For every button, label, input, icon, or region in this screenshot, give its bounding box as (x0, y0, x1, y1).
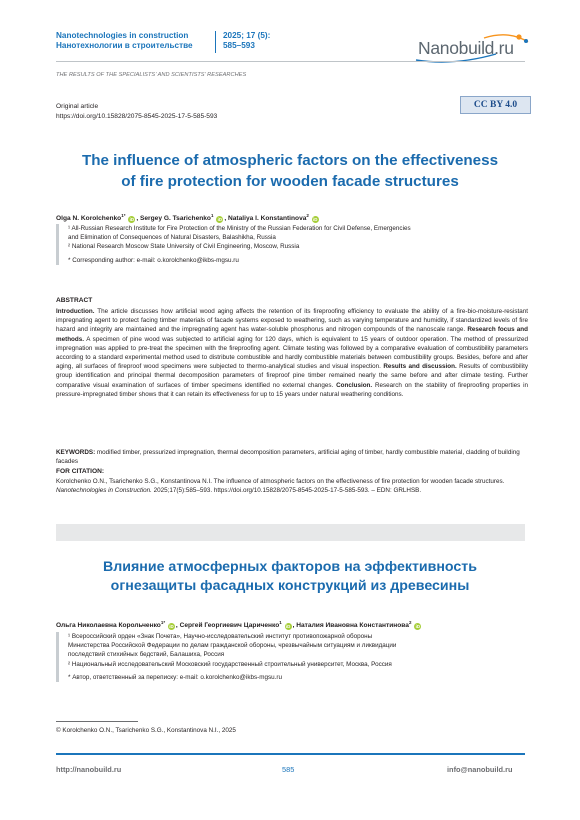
corresponding-author: * Автор, ответственный за переписку: e-mail: o.korolchenko@ikbs-mgsu.ru (68, 673, 282, 681)
affiliations (56, 224, 526, 265)
citation-journal: Nanotechnologies in Construction. (56, 487, 152, 495)
copyright: © Korolchenko O.N., Tsarichenko S.G., Konstantinova N.I., 2025 (56, 727, 236, 734)
citation-part: 2025;17(5):585–593. https://doi.org/10.15828/2075-8545-2025-17-5-585-593. – EDN: GRLHSB. (151, 487, 422, 495)
orcid-icon[interactable]: iD (217, 217, 223, 223)
affiliation: ² National Research Moscow State University of Civil Engineering, Moscow, Russia (68, 243, 300, 251)
author-name: , Наталия Ивановна Константинова (292, 622, 409, 630)
author-name: Ольга Николаевна Корольченко (56, 622, 161, 630)
affiliation: последствий стихийных бедствий, Балашиха, Россия (68, 651, 225, 659)
orcid-icon[interactable]: iD (169, 624, 174, 630)
abstract-label: Research focus and methods. (56, 326, 529, 343)
header-divider (56, 61, 525, 62)
title-line: of fire protection for wooden facade structures (121, 173, 459, 190)
author-list (56, 211, 320, 223)
abstract-heading: ABSTRACT (56, 297, 93, 304)
orcid-icon[interactable]: iD (285, 624, 291, 630)
author-sup: 2 (306, 213, 309, 218)
article-title (46, 150, 534, 192)
author-name: , Sergey G. Tsarichenko (136, 215, 211, 223)
keywords-text: modified timber, pressurized impregnation, thermal decomposition parameters, artificial aging of timber, hardly combustible material, cladding of building facades (56, 449, 520, 466)
author-sup: 2 (408, 620, 412, 625)
footnote-rule (56, 721, 138, 722)
keywords-label: KEYWORDS: (56, 449, 96, 456)
orcid-icon[interactable]: iD (415, 624, 420, 630)
affiliation: Министерства Российской Федерации по делам гражданской обороны, чрезвычайным ситуациям и ликвидации (68, 642, 397, 650)
affiliations-ru (56, 632, 526, 682)
logo-text: Nanobuild.ru (418, 38, 514, 58)
author-sup: 1* (121, 213, 126, 218)
author-list-ru (56, 618, 422, 630)
author-sup: 1 (210, 213, 214, 218)
footer-site-link[interactable]: http://nanobuild.ru (56, 765, 122, 774)
abstract-section: The article discusses how artificial wood aging affects the retention of its fireproofing efficiency to evaluate the ability of a fire-bio-moisture-resistant impregnating agent to protect facing timber materials of facade systems exposed to weathering, such as varying temperature and humidity, if standardized levels of fire hazard and integrity are maintained and the impregnating agent has water-soluble phosphorus and nitrogen compounds of the nanoscale range. (56, 308, 528, 334)
article-title-ru (46, 558, 534, 596)
journal-name-en: Nanotechnologies in construction (56, 31, 189, 40)
author-name: , Сергей Георгиевич Цариченко (175, 622, 280, 630)
article-type: Original article (56, 103, 99, 110)
citation-heading: FOR CITATION: (56, 468, 105, 475)
affiliation: ² Национальный исследовательский Московский государственный строительный университет, Москва, Россия (68, 660, 392, 668)
abstract-section: A specimen of pine wood was subjected to artificial aging for 120 days, which is equivalent to 15 years of outdoor operation. The method of pressurized impregnation was applied to pre-treat the specimen with the fireproofing agent. Climate testing was followed by a comparative evaluation of combustibility parameters according to a standard experimental method used to distribute combustible and hardly combustible materials between combustibility groups. Besides, before and after aging, all surfaces of fireproof wood specimens were subjected to thermo-analytical studies and visual inspection. (56, 335, 528, 371)
corresponding-author: * Corresponding author: e-mail: o.korolchenko@ikbs-mgsu.ru (68, 256, 239, 264)
title-line: огнезащиты фасадных конструкций из древесины (110, 578, 470, 594)
abstract-label: Results and discussion. (380, 363, 457, 371)
page-range: 585–593 (223, 41, 255, 50)
author-sup: 1* (160, 620, 166, 625)
citation-part: Korolchenko O.N., Tsarichenko S.G., Konstantinova N.I. The influence of atmospheric factors on the effectiveness of fire protection for wooden facade structures. (56, 478, 505, 485)
abstract-section: Results of combustibility group identification and principal thermal decomposition parameters of fireproof pine timber remained nearly the same before and after climate testing. Further comparative visual examination of surfaces of timber specimens identified no external changes. (56, 363, 528, 389)
abstract-text (56, 307, 528, 399)
abstract-section: Research on the stability of fireproofing properties in pressure-impregnated timber shows that it can retain its effectiveness for up to 15 years under natural weathering conditions. (56, 381, 528, 398)
footer-rule (56, 753, 525, 755)
author-name: Olga N. Korolchenko (56, 215, 122, 223)
journal-volume (215, 31, 270, 53)
title-line: Влияние атмосферных факторов на эффективность (103, 559, 477, 575)
keywords (56, 448, 528, 466)
abstract-label: Conclusion. (333, 381, 373, 389)
page-number: 585 (282, 765, 295, 774)
journal-name (56, 31, 193, 51)
author-name: , Nataliya I. Konstantinova (224, 215, 307, 223)
title-line: The influence of atmospheric factors on the effectiveness (81, 152, 499, 169)
doi-link[interactable]: https://doi.org/10.15828/2075-8545-2025-17-5-585-593 (56, 112, 218, 120)
abstract-label: Introduction. (56, 308, 95, 315)
affiliation: ¹ Всероссийский орден «Знак Почета», Научно-исследовательский институт противопожарной обороны (68, 633, 373, 640)
citation-text (56, 477, 528, 495)
orcid-icon[interactable]: iD (313, 217, 318, 223)
journal-name-ru: Нанотехнологии в строительстве (56, 41, 193, 50)
author-sup: 1 (279, 620, 282, 625)
affiliation: and Elimination of Consequences of Natural Disasters, Balashikha, Russia (68, 234, 276, 242)
orcid-icon[interactable]: iD (129, 217, 135, 223)
footer-email-link[interactable]: info@nanobuild.ru (447, 765, 513, 774)
article-meta (56, 102, 217, 121)
section-label: THE RESULTS OF THE SPECIALISTS’ AND SCIENTISTS’ RESEARCHES (56, 72, 247, 78)
volume-issue: 2025; 17 (5): (223, 31, 271, 40)
affiliation: ¹ All-Russian Research Institute for Fire Protection of the Ministry of the Russian Federation for Civil Defense, Emergencies (68, 225, 411, 232)
license-badge[interactable]: CC BY 4.0 (460, 96, 531, 114)
section-divider-bar (56, 524, 525, 541)
